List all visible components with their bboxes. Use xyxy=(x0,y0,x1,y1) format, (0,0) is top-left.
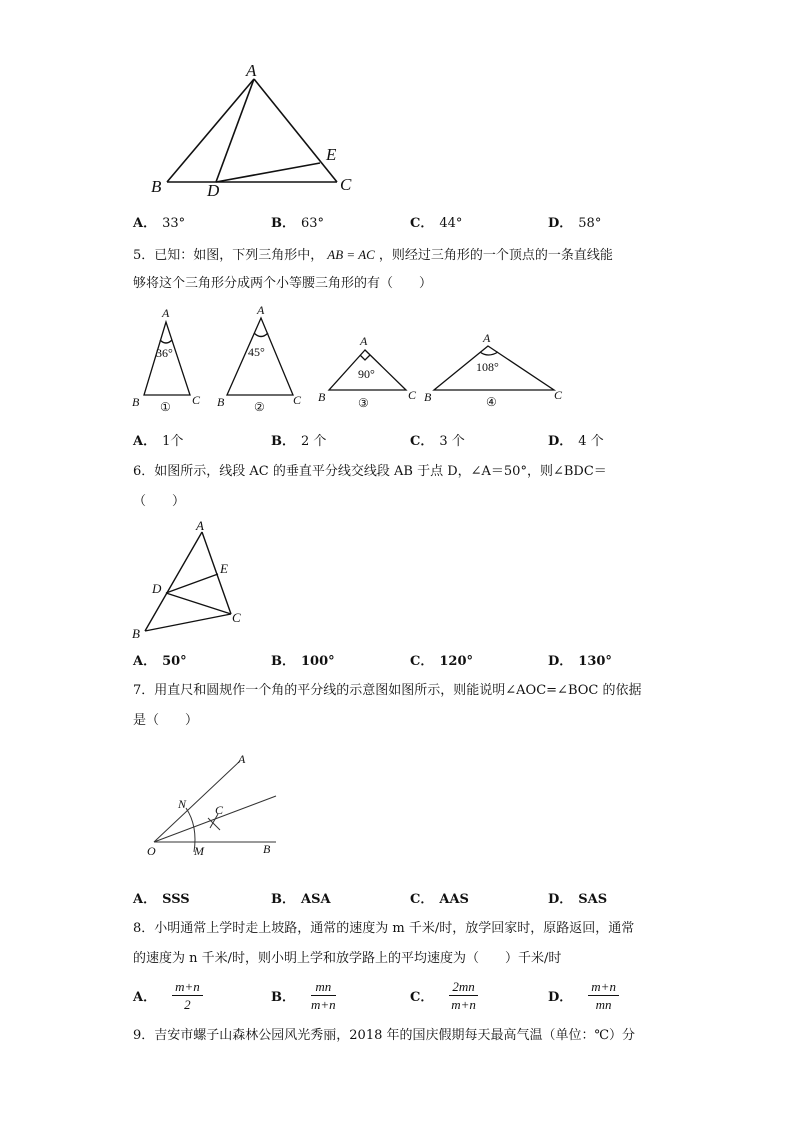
q7-stem-line1: 7．用直尺和圆规作一个角的平分线的示意图如图所示，则能说明∠AOC=∠BOC 的依据 xyxy=(133,683,642,698)
q5-t4-B: B xyxy=(424,390,432,404)
q5-t3-A: A xyxy=(360,334,368,348)
q5-t1-C: C xyxy=(192,393,201,407)
q5-t3-angle: 90° xyxy=(358,367,375,381)
q5-t3-num: ③ xyxy=(358,396,369,410)
q7-label-M: M xyxy=(194,844,204,858)
q8-stem-line1: 8．小明通常上学时走上坡路，通常的速度为 m 千米/时，放学回家时，原路返回，通常 xyxy=(133,921,635,936)
q7-option-d[interactable]: D． SAS xyxy=(548,892,608,907)
q8-stem-line2: 的速度为 n 千米/时，则小明上学和放学路上的平均速度为（ ）千米/时 xyxy=(133,951,562,966)
q5-t2-num: ② xyxy=(254,400,265,414)
q7-label-B: B xyxy=(263,842,271,856)
q6-option-a[interactable]: A． 50° xyxy=(133,654,187,669)
q6-stem-line2: （ ） xyxy=(133,494,186,509)
q6-option-b[interactable]: B． 100° xyxy=(271,654,335,669)
q5-t2-B: B xyxy=(217,395,225,409)
q4-label-B: B xyxy=(151,177,162,196)
q4-option-a[interactable]: A． 33° xyxy=(133,216,186,231)
q5-t3-B: B xyxy=(318,390,326,404)
q5-t4-angle: 108° xyxy=(476,360,499,374)
q4-option-c[interactable]: C． 44° xyxy=(410,216,463,231)
q5-t2-angle: 45° xyxy=(248,345,265,359)
q6-label-B: B xyxy=(132,626,140,641)
q5-t2-C: C xyxy=(293,393,302,407)
q4-label-A: A xyxy=(246,61,257,80)
q5-option-d[interactable]: D． 4 个 xyxy=(548,434,604,449)
q4-option-d[interactable]: D． 58° xyxy=(548,216,602,231)
q5-t1-B: B xyxy=(132,395,140,409)
q5-t1-angle: 36° xyxy=(156,346,173,360)
q7-angle-bisector-figure xyxy=(140,748,300,863)
q6-label-C: C xyxy=(232,610,241,625)
q5-triangles-figure xyxy=(128,300,578,415)
q7-label-A: A xyxy=(238,752,246,766)
q4-label-E: E xyxy=(326,145,337,164)
q4-label-C: C xyxy=(340,175,352,194)
q5-t4-A: A xyxy=(483,331,491,345)
q5-t1-num: ① xyxy=(160,400,171,414)
q7-label-O: O xyxy=(147,844,156,858)
q8-option-b[interactable]: B． $\frac{mn}{m+n}$ xyxy=(271,979,336,1012)
q8-option-c[interactable]: C． $\frac{2mn}{m+n}$ xyxy=(410,979,476,1012)
q7-option-b[interactable]: B． ASA xyxy=(271,892,331,907)
q4-label-D: D xyxy=(207,181,220,198)
q5-t1-A: A xyxy=(162,306,170,320)
q5-option-b[interactable]: B． 2 个 xyxy=(271,434,327,449)
q9-stem-line1: 9．吉安市螺子山森林公园风光秀丽，2018 年的国庆假期每天最高气温（单位：℃）分 xyxy=(133,1028,636,1043)
q6-label-E: E xyxy=(220,561,228,576)
q5-t4-C: C xyxy=(554,388,563,402)
q6-triangle-figure xyxy=(128,518,258,643)
q5-option-a[interactable]: A． 1个 xyxy=(133,434,184,449)
q5-stem-line1: 5．已知：如图，下列三角形中， AB = AC ，则经过三角形的一个顶点的一条直线能 xyxy=(133,247,613,263)
q5-t2-A: A xyxy=(257,303,265,317)
q5-t4-num: ④ xyxy=(486,395,497,409)
q5-t3-C: C xyxy=(408,388,417,402)
q4-triangle-figure xyxy=(148,58,368,198)
q6-stem-line1: 6．如图所示，线段 AC 的垂直平分线交线段 AB 于点 D，∠A＝50°，则∠BDC＝ xyxy=(133,464,607,479)
q6-option-d[interactable]: D． 130° xyxy=(548,654,612,669)
q7-stem-line2: 是（ ） xyxy=(133,713,199,728)
q7-option-a[interactable]: A． SSS xyxy=(133,892,190,907)
q6-option-c[interactable]: C． 120° xyxy=(410,654,473,669)
q7-label-C: C xyxy=(215,803,224,817)
q8-option-d[interactable]: D． $\frac{m+n}{mn}$ xyxy=(548,978,619,1013)
q8-option-a[interactable]: A． $\frac{m+n}{2}$ xyxy=(133,978,203,1013)
q6-label-D: D xyxy=(152,581,162,596)
q5-stem-line2: 够将这个三角形分成两个小等腰三角形的有（ ） xyxy=(133,276,433,291)
q6-label-A: A xyxy=(196,518,204,533)
q7-option-c[interactable]: C． AAS xyxy=(410,892,469,907)
q5-option-c[interactable]: C． 3 个 xyxy=(410,434,465,449)
q7-label-N: N xyxy=(178,797,187,811)
q4-option-b[interactable]: B． 63° xyxy=(271,216,325,231)
